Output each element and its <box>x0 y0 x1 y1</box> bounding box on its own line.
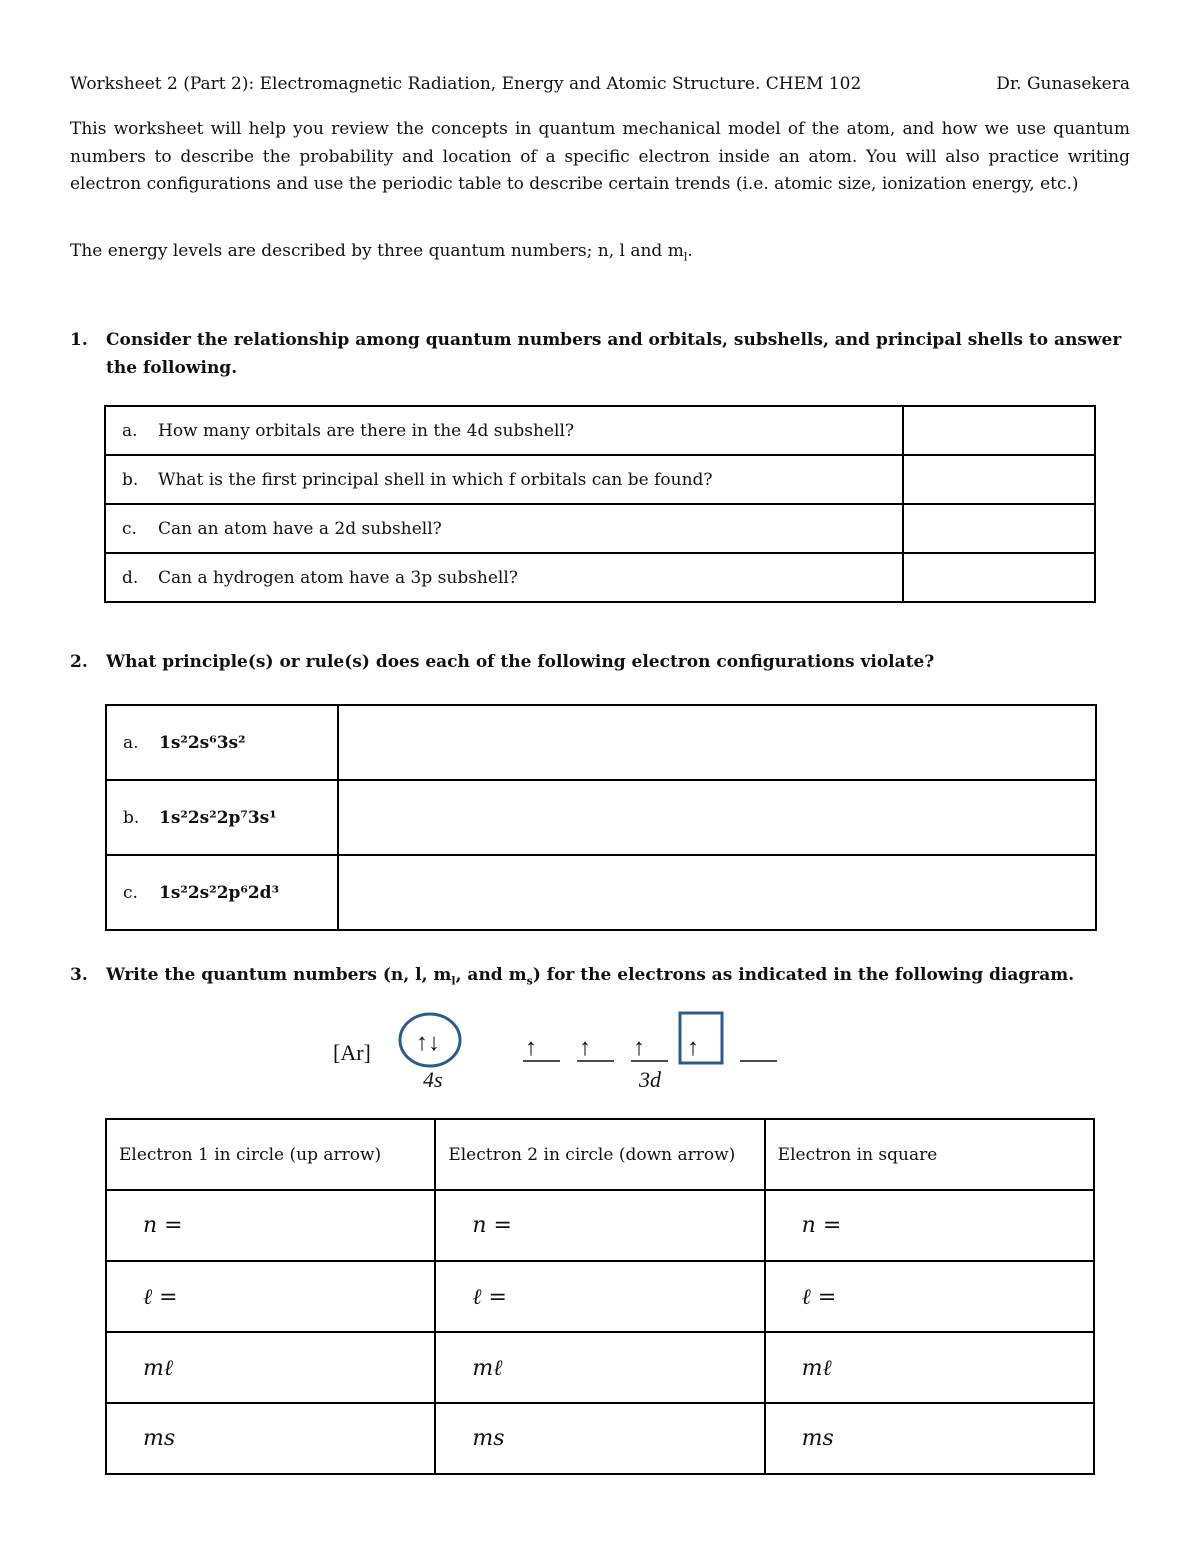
answer-cell[interactable]: mℓ <box>765 1332 1094 1403</box>
answer-cell[interactable]: ℓ = <box>765 1261 1094 1332</box>
answer-cell[interactable]: ℓ = <box>106 1261 435 1332</box>
table-row <box>106 780 1096 855</box>
config-cell: c. 1s²2s²2p⁶2d³ <box>106 855 338 930</box>
table-row <box>105 406 1095 455</box>
3d-arrow-1: ↑ <box>525 1035 537 1061</box>
question-number: 2. <box>70 652 88 672</box>
energy-levels-statement: The energy levels are described by three quantum numbers; n, l and $m_l$. <box>70 241 693 264</box>
question-text: What principle(s) or rule(s) does each of the following electron configurations violate? <box>106 652 935 672</box>
quantum-numbers-table <box>105 1118 1095 1475</box>
3d-arrow-3: ↑ <box>633 1035 645 1061</box>
answer-cell[interactable] <box>338 855 1096 930</box>
answer-cell[interactable] <box>903 504 1095 553</box>
worksheet-header <box>70 74 1130 94</box>
3d-arrow-2: ↑ <box>579 1035 591 1061</box>
question-2-table <box>105 704 1097 931</box>
column-header: Electron 2 in circle (down arrow) <box>435 1119 764 1190</box>
answer-cell[interactable]: ms <box>106 1403 435 1474</box>
question-text: Consider the relationship among quantum numbers and orbitals, subshells, and principal shells to answer the following. <box>106 330 1122 378</box>
config-cell: a. 1s²2s⁶3s² <box>106 705 338 780</box>
3d-label: 3d <box>639 1067 661 1092</box>
instructor-name: Dr. Gunasekera <box>996 74 1130 94</box>
table-row <box>105 504 1095 553</box>
answer-cell[interactable]: n = <box>435 1190 764 1261</box>
answer-cell[interactable] <box>338 780 1096 855</box>
table-row <box>106 1261 1094 1332</box>
answer-cell[interactable] <box>903 406 1095 455</box>
question-number: 3. <box>70 965 88 985</box>
answer-cell[interactable]: n = <box>106 1190 435 1261</box>
worksheet-title: Worksheet 2 (Part 2): Electromagnetic Radiation, Energy and Atomic Structure. CHEM 102 <box>70 74 862 94</box>
4s-label: 4s <box>423 1067 443 1092</box>
table-row <box>106 1403 1094 1474</box>
config-cell: b. 1s²2s²2p⁷3s¹ <box>106 780 338 855</box>
table-row <box>106 1332 1094 1403</box>
column-header: Electron in square <box>765 1119 1094 1190</box>
question-1 <box>70 326 1130 382</box>
intro-paragraph: This worksheet will help you review the concepts in quantum mechanical model of the atom, and how we use quantum numbers to describe the probability and location of a specific electron inside an atom. You will also practice writing electron configurations and use the periodic table to describe certain trends (i.e. atomic size, ionization energy, etc.) <box>70 119 1130 194</box>
answer-cell[interactable] <box>903 553 1095 602</box>
table-row <box>106 705 1096 780</box>
core-notation: [Ar] <box>333 1040 371 1065</box>
question-2 <box>70 652 934 672</box>
question-1-table <box>104 405 1096 603</box>
table-header-row <box>106 1119 1094 1190</box>
3d-arrow-4: ↑ <box>687 1035 699 1061</box>
question-cell: b. What is the first principal shell in which f orbitals can be found? <box>105 455 903 504</box>
question-number: 1. <box>70 330 88 350</box>
column-header: Electron 1 in circle (up arrow) <box>106 1119 435 1190</box>
answer-cell[interactable]: mℓ <box>106 1332 435 1403</box>
4s-arrows: ↑↓ <box>416 1030 440 1056</box>
answer-cell[interactable]: mℓ <box>435 1332 764 1403</box>
answer-cell[interactable] <box>338 705 1096 780</box>
answer-cell[interactable]: ms <box>765 1403 1094 1474</box>
answer-cell[interactable]: n = <box>765 1190 1094 1261</box>
table-row <box>105 553 1095 602</box>
table-row <box>105 455 1095 504</box>
answer-cell[interactable] <box>903 455 1095 504</box>
table-row <box>106 1190 1094 1261</box>
question-cell: d. Can a hydrogen atom have a 3p subshell? <box>105 553 903 602</box>
orbital-diagram <box>330 1005 790 1100</box>
question-3: 3. Write the quantum numbers (n, l, $m_l$, and $m_s$) for the electrons as indicated in the following diagram. <box>70 965 1075 988</box>
table-row <box>106 855 1096 930</box>
question-cell: a. How many orbitals are there in the 4d subshell? <box>105 406 903 455</box>
question-cell: c. Can an atom have a 2d subshell? <box>105 504 903 553</box>
answer-cell[interactable]: ms <box>435 1403 764 1474</box>
answer-cell[interactable]: ℓ = <box>435 1261 764 1332</box>
